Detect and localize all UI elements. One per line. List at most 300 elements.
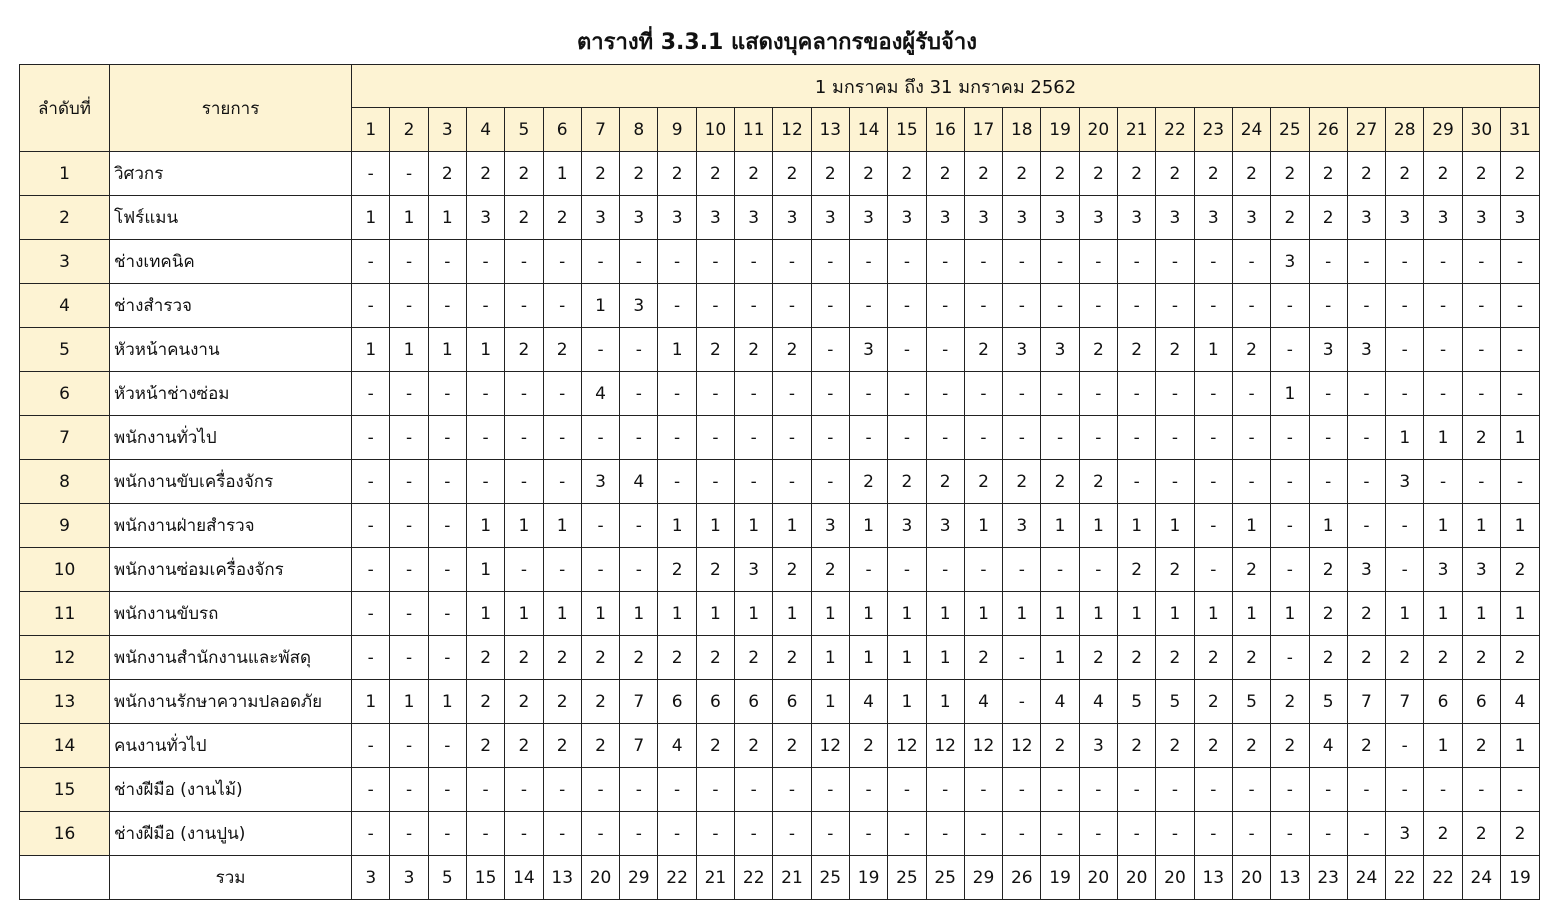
row-index: 4 — [20, 284, 110, 328]
row-day-value: 2 — [773, 152, 811, 196]
row-index: 13 — [20, 680, 110, 724]
total-day-value: 20 — [1118, 856, 1156, 900]
row-day-value: - — [581, 812, 619, 856]
row-day-value: - — [811, 372, 849, 416]
row-day-value: - — [696, 372, 734, 416]
row-day-value: 2 — [1194, 680, 1232, 724]
row-day-value: - — [428, 724, 466, 768]
row-day-value: 2 — [1500, 812, 1539, 856]
header-day: 30 — [1462, 108, 1500, 152]
row-day-value: 12 — [1003, 724, 1041, 768]
row-day-value: - — [696, 812, 734, 856]
row-day-value: - — [1232, 768, 1270, 812]
row-day-value: 2 — [811, 548, 849, 592]
row-day-value: 1 — [1271, 592, 1309, 636]
row-day-value: - — [428, 636, 466, 680]
row-day-value: 3 — [581, 196, 619, 240]
row-index: 9 — [20, 504, 110, 548]
row-day-value: 1 — [1194, 328, 1232, 372]
row-day-value: 2 — [543, 328, 581, 372]
row-day-value: 3 — [1041, 196, 1079, 240]
row-item-name: พนักงานขับรถ — [110, 592, 352, 636]
row-day-value: 2 — [466, 680, 504, 724]
row-day-value: - — [620, 328, 658, 372]
total-day-value: 20 — [1232, 856, 1270, 900]
row-day-value: 1 — [1232, 504, 1270, 548]
total-day-value: 15 — [466, 856, 504, 900]
row-day-value: - — [390, 152, 428, 196]
row-day-value: - — [390, 548, 428, 592]
row-day-value: - — [735, 812, 773, 856]
row-day-value: 1 — [849, 636, 887, 680]
row-day-value: - — [849, 812, 887, 856]
row-day-value: - — [1347, 372, 1385, 416]
row-day-value: 1 — [696, 592, 734, 636]
header-day: 13 — [811, 108, 849, 152]
row-day-value: 1 — [696, 504, 734, 548]
total-day-value: 20 — [1156, 856, 1194, 900]
row-day-value: - — [1118, 372, 1156, 416]
row-day-value: 2 — [888, 460, 926, 504]
row-index: 10 — [20, 548, 110, 592]
row-day-value: 2 — [466, 724, 504, 768]
row-day-value: 3 — [1003, 196, 1041, 240]
row-item-name: พนักงานซ่อมเครื่องจักร — [110, 548, 352, 592]
row-day-value: - — [926, 372, 964, 416]
row-day-value: 1 — [849, 504, 887, 548]
row-day-value: 2 — [505, 328, 543, 372]
row-day-value: - — [658, 284, 696, 328]
row-day-value: - — [1156, 416, 1194, 460]
row-day-value: - — [505, 372, 543, 416]
row-day-value: 1 — [543, 592, 581, 636]
row-day-value: 1 — [735, 592, 773, 636]
row-day-value: 2 — [849, 724, 887, 768]
row-day-value: 2 — [543, 724, 581, 768]
row-day-value: 2 — [1232, 548, 1270, 592]
row-day-value: 1 — [1462, 592, 1500, 636]
row-day-value: - — [849, 284, 887, 328]
row-day-value: 2 — [505, 152, 543, 196]
header-index: ลำดับที่ — [20, 65, 110, 152]
row-day-value: 2 — [1500, 548, 1539, 592]
row-day-value: - — [1079, 240, 1117, 284]
header-day: 8 — [620, 108, 658, 152]
row-day-value: - — [1271, 504, 1309, 548]
row-day-value: 2 — [581, 724, 619, 768]
row-day-value: - — [1003, 680, 1041, 724]
row-day-value: - — [505, 416, 543, 460]
row-day-value: - — [811, 240, 849, 284]
row-day-value: - — [390, 724, 428, 768]
total-day-value: 19 — [849, 856, 887, 900]
row-day-value: - — [888, 812, 926, 856]
row-day-value: 2 — [1271, 196, 1309, 240]
row-day-value: - — [1462, 460, 1500, 504]
table-title: ตารางที่ 3.3.1 แสดงบุคลากรของผู้รับจ้าง — [577, 30, 977, 55]
row-day-value: - — [1232, 416, 1270, 460]
row-day-value: 2 — [926, 152, 964, 196]
row-day-value: - — [1079, 372, 1117, 416]
row-day-value: 3 — [1386, 196, 1424, 240]
row-day-value: 2 — [1194, 636, 1232, 680]
row-day-value: 7 — [620, 724, 658, 768]
row-day-value: 1 — [1386, 416, 1424, 460]
row-day-value: 6 — [1424, 680, 1462, 724]
row-day-value: - — [543, 284, 581, 328]
row-day-value: - — [1003, 548, 1041, 592]
table-row — [20, 240, 1540, 284]
row-item-name: หัวหน้าช่างซ่อม — [110, 372, 352, 416]
row-item-name: พนักงานขับเครื่องจักร — [110, 460, 352, 504]
row-day-value: - — [1271, 548, 1309, 592]
row-day-value: 4 — [1309, 724, 1347, 768]
row-day-value: - — [1309, 372, 1347, 416]
row-day-value: 2 — [1347, 724, 1385, 768]
row-day-value: 2 — [735, 328, 773, 372]
row-day-value: 2 — [964, 636, 1002, 680]
row-day-value: - — [696, 416, 734, 460]
row-day-value: - — [1003, 416, 1041, 460]
row-day-value: 2 — [1156, 328, 1194, 372]
row-day-value: - — [581, 416, 619, 460]
row-day-value: - — [1232, 460, 1270, 504]
row-day-value: 3 — [926, 196, 964, 240]
row-day-value: 3 — [1462, 196, 1500, 240]
row-day-value: - — [1156, 812, 1194, 856]
row-day-value: - — [1156, 372, 1194, 416]
header-day: 18 — [1003, 108, 1041, 152]
row-day-value: 1 — [390, 196, 428, 240]
header-day: 26 — [1309, 108, 1347, 152]
row-day-value: - — [620, 504, 658, 548]
row-day-value: 1 — [1156, 592, 1194, 636]
row-day-value: - — [1386, 240, 1424, 284]
row-day-value: 2 — [1079, 636, 1117, 680]
row-index: 11 — [20, 592, 110, 636]
row-day-value: 2 — [466, 636, 504, 680]
row-day-value: - — [620, 768, 658, 812]
row-day-value: 3 — [1003, 328, 1041, 372]
header-day: 2 — [390, 108, 428, 152]
row-day-value: - — [390, 636, 428, 680]
row-day-value: - — [1500, 460, 1539, 504]
row-day-value: - — [964, 240, 1002, 284]
row-day-value: 2 — [1386, 636, 1424, 680]
row-day-value: - — [1309, 284, 1347, 328]
row-day-value: - — [390, 284, 428, 328]
row-day-value: - — [1232, 240, 1270, 284]
row-day-value: 5 — [1156, 680, 1194, 724]
row-day-value: - — [811, 284, 849, 328]
header-day: 10 — [696, 108, 734, 152]
row-index: 16 — [20, 812, 110, 856]
row-day-value: 2 — [1156, 548, 1194, 592]
row-day-value: - — [1003, 240, 1041, 284]
row-item-name: วิศวกร — [110, 152, 352, 196]
row-day-value: - — [1003, 636, 1041, 680]
row-day-value: - — [1118, 768, 1156, 812]
row-day-value: - — [505, 284, 543, 328]
row-day-value: 1 — [428, 196, 466, 240]
row-item-name: พนักงานฝ่ายสำรวจ — [110, 504, 352, 548]
row-day-value: - — [428, 592, 466, 636]
row-day-value: 2 — [581, 636, 619, 680]
row-day-value: - — [1309, 812, 1347, 856]
row-day-value: - — [1003, 284, 1041, 328]
row-day-value: 5 — [1232, 680, 1270, 724]
row-day-value: - — [466, 416, 504, 460]
row-day-value: - — [1500, 372, 1539, 416]
header-day: 9 — [658, 108, 696, 152]
row-day-value: 2 — [888, 152, 926, 196]
row-index: 6 — [20, 372, 110, 416]
table-row — [20, 592, 1540, 636]
row-day-value: 1 — [926, 592, 964, 636]
row-day-value: 2 — [1232, 328, 1270, 372]
table-row — [20, 768, 1540, 812]
row-day-value: - — [581, 328, 619, 372]
total-day-value: 24 — [1462, 856, 1500, 900]
row-day-value: - — [505, 460, 543, 504]
row-day-value: - — [773, 372, 811, 416]
row-day-value: - — [1271, 328, 1309, 372]
row-day-value: 2 — [1309, 636, 1347, 680]
row-day-value: - — [1462, 284, 1500, 328]
row-day-value: - — [1347, 768, 1385, 812]
total-day-value: 29 — [964, 856, 1002, 900]
row-day-value: - — [466, 284, 504, 328]
row-day-value: - — [1309, 240, 1347, 284]
row-day-value: - — [390, 812, 428, 856]
row-day-value: - — [888, 768, 926, 812]
row-day-value: 12 — [964, 724, 1002, 768]
row-day-value: - — [543, 416, 581, 460]
row-day-value: 2 — [543, 680, 581, 724]
row-day-value: 1 — [773, 504, 811, 548]
row-day-value: 2 — [581, 680, 619, 724]
row-day-value: - — [505, 240, 543, 284]
row-day-value: - — [926, 284, 964, 328]
row-day-value: - — [352, 592, 390, 636]
row-day-value: - — [735, 416, 773, 460]
row-day-value: - — [352, 152, 390, 196]
personnel-table — [19, 64, 1540, 900]
table-row — [20, 196, 1540, 240]
row-day-value: 3 — [849, 328, 887, 372]
row-day-value: - — [964, 416, 1002, 460]
row-day-value: - — [1309, 416, 1347, 460]
row-day-value: - — [1462, 768, 1500, 812]
row-day-value: 3 — [1041, 328, 1079, 372]
row-day-value: 2 — [1347, 152, 1385, 196]
row-day-value: 2 — [773, 636, 811, 680]
row-day-value: 1 — [352, 680, 390, 724]
row-day-value: 3 — [1309, 328, 1347, 372]
row-day-value: - — [1462, 240, 1500, 284]
total-row — [20, 856, 1540, 900]
row-day-value: - — [1347, 812, 1385, 856]
row-day-value: 1 — [352, 196, 390, 240]
row-day-value: - — [1232, 372, 1270, 416]
row-day-value: 1 — [390, 680, 428, 724]
row-day-value: 3 — [926, 504, 964, 548]
row-day-value: 1 — [773, 592, 811, 636]
row-day-value: 1 — [1500, 592, 1539, 636]
row-day-value: 6 — [696, 680, 734, 724]
row-day-value: 1 — [964, 592, 1002, 636]
row-day-value: - — [1079, 768, 1117, 812]
row-day-value: - — [428, 548, 466, 592]
row-day-value: 1 — [658, 328, 696, 372]
row-day-value: 3 — [888, 504, 926, 548]
row-day-value: 2 — [1118, 152, 1156, 196]
row-day-value: - — [1041, 768, 1079, 812]
header-item: รายการ — [110, 65, 352, 152]
row-day-value: - — [390, 592, 428, 636]
row-day-value: 7 — [620, 680, 658, 724]
row-day-value: - — [735, 460, 773, 504]
row-day-value: 2 — [658, 636, 696, 680]
header-day: 1 — [352, 108, 390, 152]
row-item-name: ช่างสำรวจ — [110, 284, 352, 328]
row-day-value: 4 — [581, 372, 619, 416]
row-day-value: 1 — [735, 504, 773, 548]
row-index: 5 — [20, 328, 110, 372]
row-day-value: 2 — [1462, 416, 1500, 460]
row-day-value: - — [1156, 240, 1194, 284]
row-day-value: 2 — [696, 636, 734, 680]
row-day-value: - — [390, 372, 428, 416]
row-day-value: 2 — [1041, 152, 1079, 196]
row-day-value: - — [428, 240, 466, 284]
row-day-value: 3 — [811, 504, 849, 548]
table-row — [20, 636, 1540, 680]
row-day-value: - — [888, 372, 926, 416]
row-day-value: 1 — [1500, 416, 1539, 460]
row-index: 14 — [20, 724, 110, 768]
row-day-value: - — [1118, 284, 1156, 328]
header-day: 4 — [466, 108, 504, 152]
header-day: 15 — [888, 108, 926, 152]
row-day-value: 1 — [1041, 504, 1079, 548]
row-day-value: - — [888, 284, 926, 328]
row-day-value: 2 — [735, 636, 773, 680]
row-day-value: 2 — [505, 196, 543, 240]
row-day-value: 3 — [1386, 812, 1424, 856]
row-day-value: - — [1424, 460, 1462, 504]
row-day-value: 1 — [1462, 504, 1500, 548]
row-index: 1 — [20, 152, 110, 196]
row-day-value: - — [1347, 460, 1385, 504]
row-day-value: 2 — [1500, 636, 1539, 680]
row-day-value: 1 — [1118, 592, 1156, 636]
row-day-value: 4 — [620, 460, 658, 504]
row-day-value: 7 — [1347, 680, 1385, 724]
row-day-value: 2 — [811, 152, 849, 196]
row-day-value: - — [543, 372, 581, 416]
row-day-value: 5 — [1118, 680, 1156, 724]
row-day-value: 2 — [1424, 636, 1462, 680]
total-day-value: 25 — [888, 856, 926, 900]
row-day-value: - — [1271, 284, 1309, 328]
row-day-value: 3 — [466, 196, 504, 240]
header-day: 19 — [1041, 108, 1079, 152]
table-row — [20, 460, 1540, 504]
row-day-value: - — [428, 372, 466, 416]
table-row — [20, 812, 1540, 856]
row-day-value: 3 — [811, 196, 849, 240]
header-day: 12 — [773, 108, 811, 152]
row-day-value: - — [428, 416, 466, 460]
row-day-value: - — [428, 504, 466, 548]
row-day-value: - — [1156, 284, 1194, 328]
row-day-value: 3 — [888, 196, 926, 240]
row-day-value: 2 — [1500, 152, 1539, 196]
row-day-value: 2 — [926, 460, 964, 504]
row-day-value: 1 — [581, 592, 619, 636]
row-day-value: - — [1194, 240, 1232, 284]
row-day-value: - — [620, 812, 658, 856]
row-day-value: 1 — [352, 328, 390, 372]
row-day-value: - — [1041, 372, 1079, 416]
row-day-value: - — [1309, 460, 1347, 504]
row-day-value: 3 — [620, 284, 658, 328]
row-day-value: 2 — [1079, 460, 1117, 504]
row-day-value: - — [1041, 416, 1079, 460]
row-day-value: - — [1079, 812, 1117, 856]
header-period: 1 มกราคม ถึง 31 มกราคม 2562 — [352, 65, 1540, 108]
row-day-value: - — [773, 460, 811, 504]
row-day-value: 4 — [964, 680, 1002, 724]
row-day-value: - — [428, 284, 466, 328]
row-day-value: 12 — [926, 724, 964, 768]
row-day-value: - — [964, 768, 1002, 812]
total-day-value: 19 — [1041, 856, 1079, 900]
total-blank-cell — [20, 856, 110, 900]
row-day-value: - — [1424, 768, 1462, 812]
row-day-value: - — [1041, 812, 1079, 856]
row-day-value: - — [773, 416, 811, 460]
row-day-value: 2 — [1156, 724, 1194, 768]
row-item-name: ช่างฝีมือ (งานไม้) — [110, 768, 352, 812]
row-item-name: พนักงานรักษาความปลอดภัย — [110, 680, 352, 724]
row-day-value: - — [849, 416, 887, 460]
row-day-value: - — [352, 812, 390, 856]
row-day-value: - — [926, 812, 964, 856]
total-day-value: 14 — [505, 856, 543, 900]
row-day-value: - — [888, 416, 926, 460]
row-day-value: 3 — [1003, 504, 1041, 548]
row-index: 15 — [20, 768, 110, 812]
row-day-value: - — [620, 240, 658, 284]
row-item-name: พนักงานทั่วไป — [110, 416, 352, 460]
header-day: 27 — [1347, 108, 1385, 152]
row-day-value: - — [1194, 416, 1232, 460]
row-day-value: - — [1424, 284, 1462, 328]
total-day-value: 24 — [1347, 856, 1385, 900]
row-day-value: - — [1003, 812, 1041, 856]
table-row — [20, 724, 1540, 768]
row-day-value: - — [735, 284, 773, 328]
row-day-value: - — [466, 768, 504, 812]
row-day-value: 12 — [811, 724, 849, 768]
row-day-value: - — [1194, 460, 1232, 504]
row-day-value: - — [1309, 768, 1347, 812]
row-day-value: 3 — [849, 196, 887, 240]
row-day-value: 1 — [1118, 504, 1156, 548]
row-day-value: 1 — [658, 592, 696, 636]
